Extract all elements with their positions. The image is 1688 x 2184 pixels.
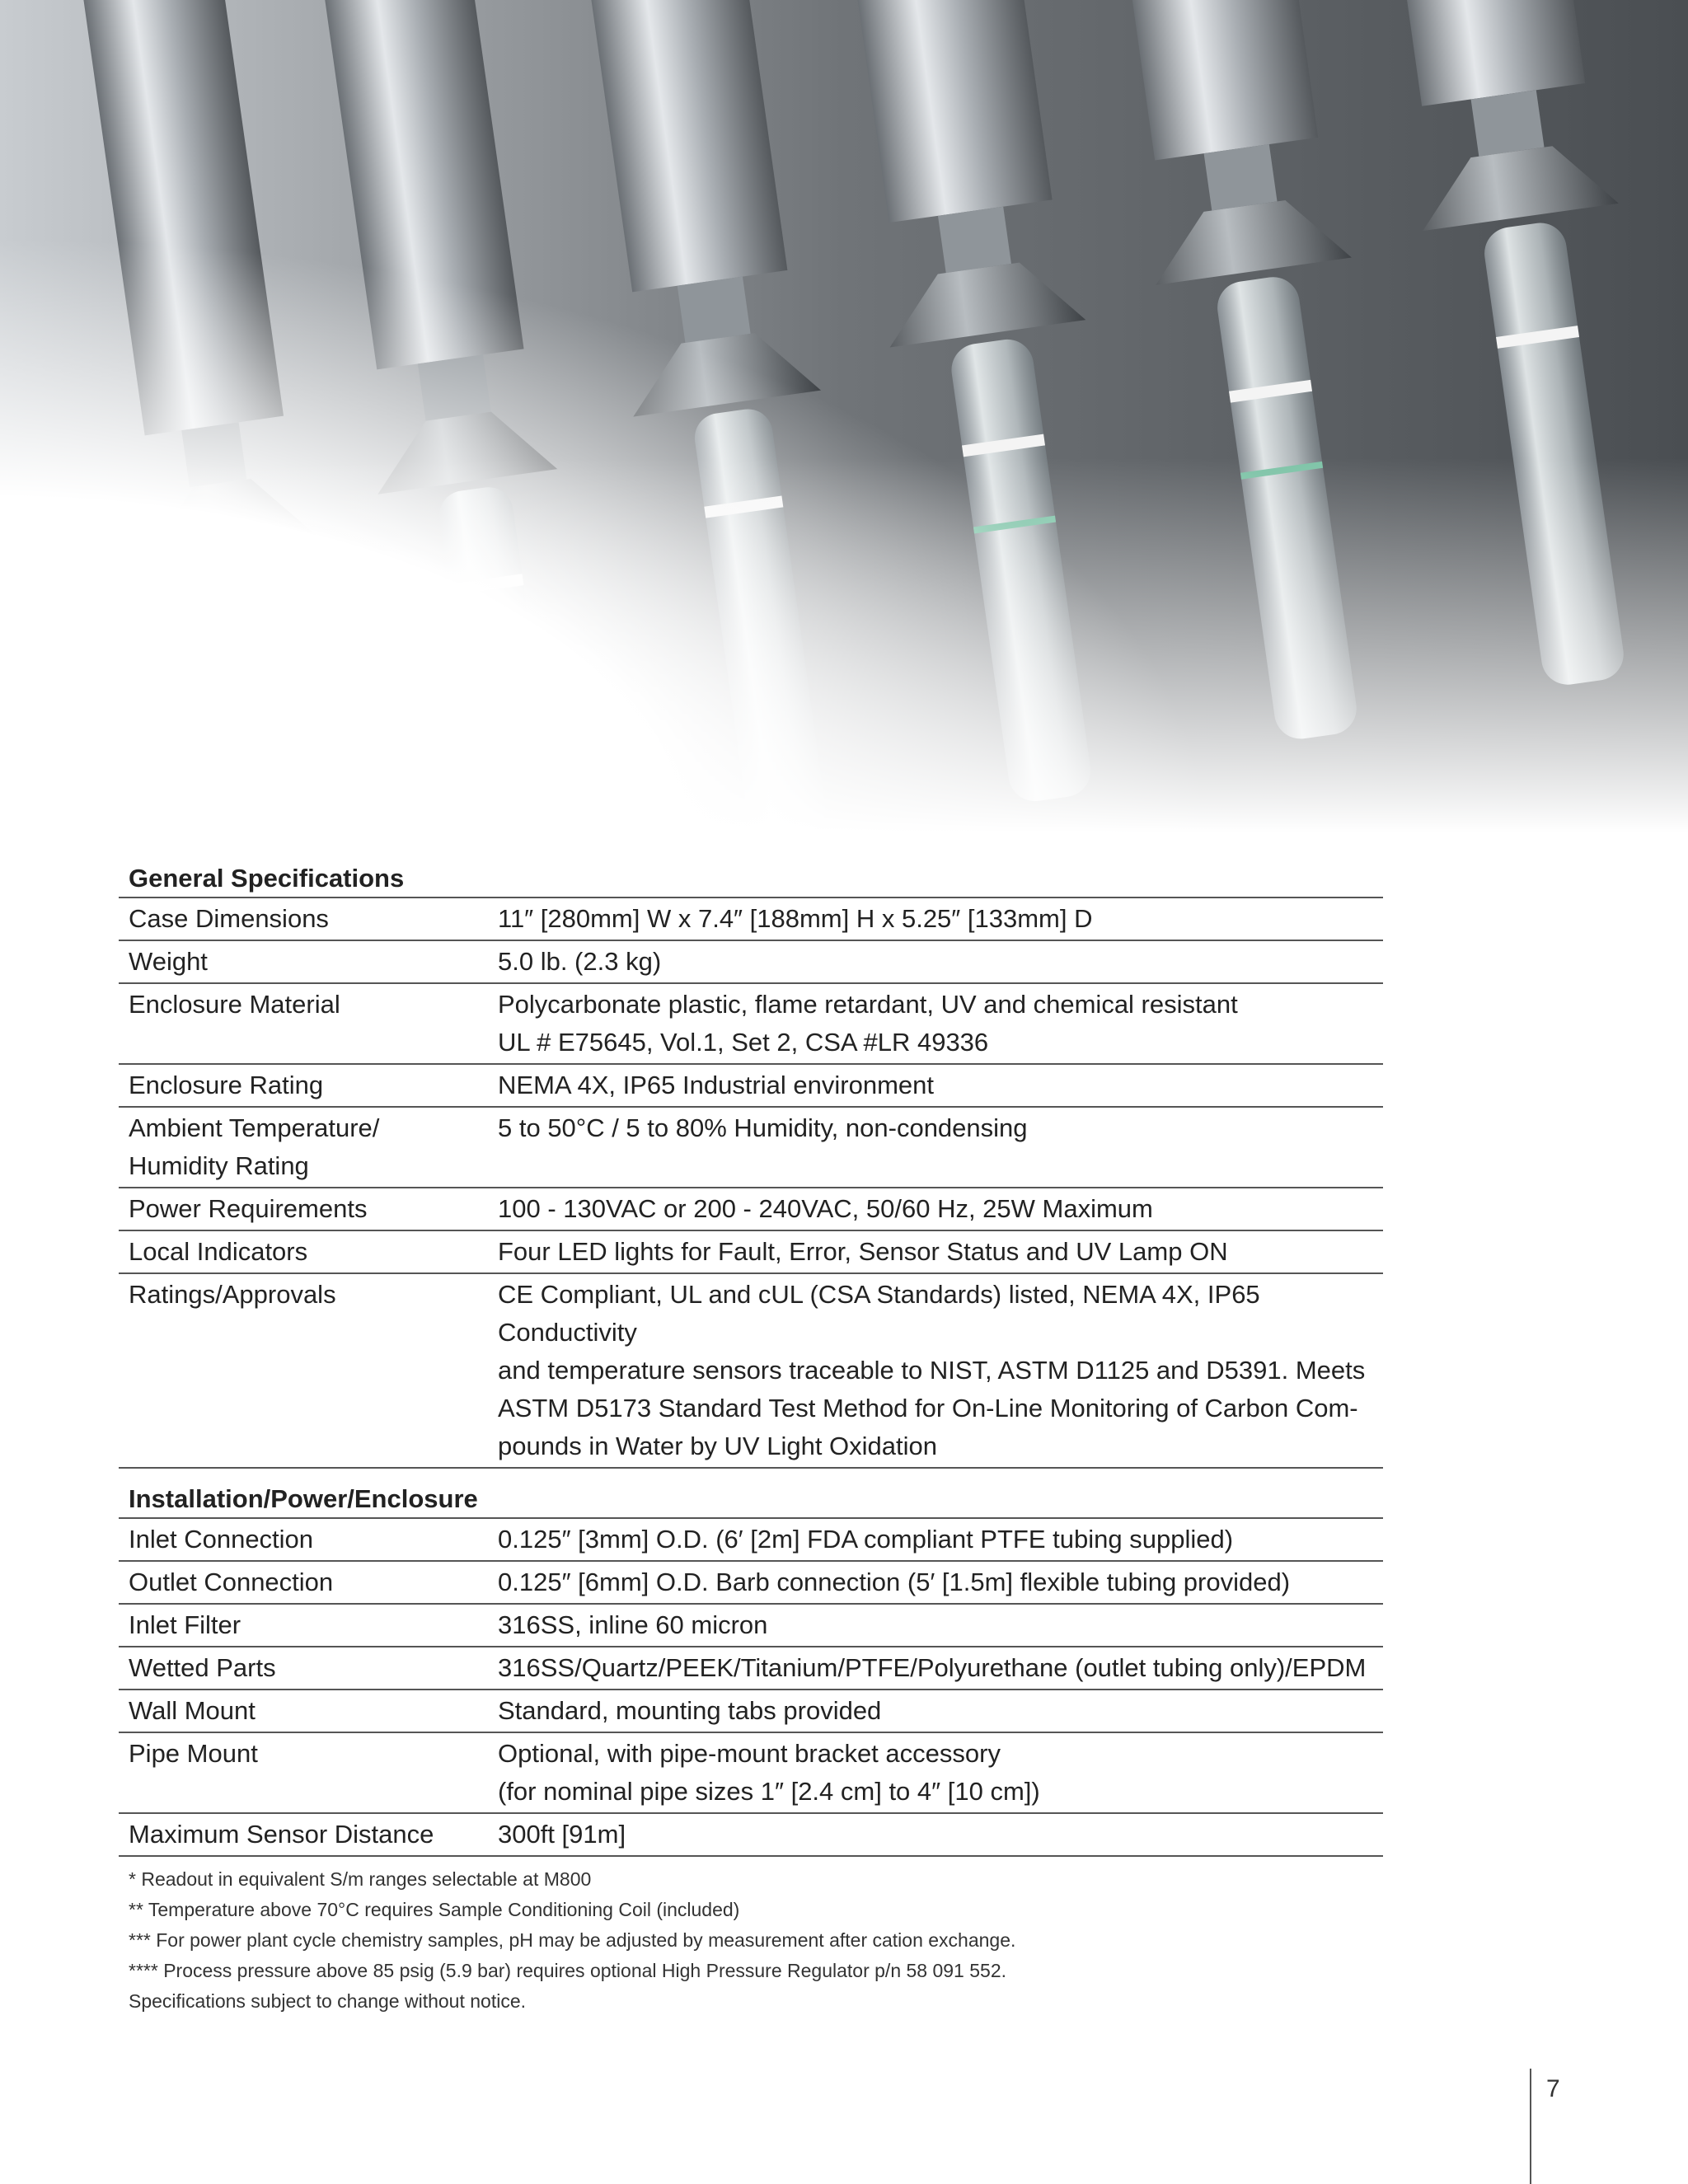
general-specifications-table bbox=[119, 860, 1383, 1469]
spec-label-line: Ratings/Approvals bbox=[129, 1280, 336, 1309]
spec-row bbox=[119, 941, 1383, 984]
installation-table bbox=[119, 1481, 1383, 1857]
filling-machine-illustration bbox=[0, 0, 1688, 832]
spec-value bbox=[498, 1233, 1383, 1271]
hero-photo bbox=[0, 0, 1688, 832]
spec-label-line: Local Indicators bbox=[129, 1237, 308, 1266]
spec-value-line: pounds in Water by UV Light Oxidation bbox=[498, 1432, 938, 1460]
spec-value-line: 0.125″ [3mm] O.D. (6′ [2m] FDA compliant PTFE tubing supplied) bbox=[498, 1525, 1234, 1554]
spec-label-line: Power Requirements bbox=[129, 1194, 368, 1223]
spec-row bbox=[119, 1231, 1383, 1274]
spec-label bbox=[119, 986, 498, 1062]
spec-row bbox=[119, 1065, 1383, 1108]
spec-row bbox=[119, 1188, 1383, 1231]
footnotes bbox=[129, 1864, 1365, 2017]
spec-row bbox=[119, 1605, 1383, 1647]
spec-value bbox=[498, 986, 1383, 1062]
spec-value bbox=[498, 1606, 1383, 1644]
spec-label bbox=[119, 1521, 498, 1558]
footnote: ** Temperature above 70°C requires Sample Conditioning Coil (included) bbox=[129, 1899, 740, 1920]
footnote: Specifications subject to change without notice. bbox=[129, 1990, 527, 2012]
spec-label-line: Enclosure Rating bbox=[129, 1071, 324, 1099]
spec-value-line: NEMA 4X, IP65 Industrial environment bbox=[498, 1071, 934, 1099]
spec-value bbox=[498, 900, 1383, 938]
spec-value-line: UL # E75645, Vol.1, Set 2, CSA #LR 49336 bbox=[498, 1028, 989, 1057]
spec-label-line: Inlet Filter bbox=[129, 1610, 241, 1639]
spec-row bbox=[119, 898, 1383, 941]
spec-value bbox=[498, 1816, 1383, 1854]
spec-value bbox=[498, 1521, 1383, 1558]
spec-value-line: 5 to 50°C / 5 to 80% Humidity, non-condensing bbox=[498, 1113, 1028, 1142]
spec-label bbox=[119, 1190, 498, 1228]
spec-row bbox=[119, 1108, 1383, 1188]
spec-label bbox=[119, 900, 498, 938]
spec-value-line: Polycarbonate plastic, flame retardant, UV and chemical resistant bbox=[498, 990, 1238, 1019]
spec-label bbox=[119, 943, 498, 981]
spec-label bbox=[119, 1276, 498, 1465]
footnote: * Readout in equivalent S/m ranges selectable at M800 bbox=[129, 1868, 592, 1890]
spec-label bbox=[119, 1563, 498, 1601]
spec-value bbox=[498, 943, 1383, 981]
section-title: Installation/Power/Enclosure bbox=[119, 1481, 1383, 1519]
page-number: 7 bbox=[1546, 2075, 1560, 2102]
spec-row bbox=[119, 1690, 1383, 1733]
spec-value-line: ASTM D5173 Standard Test Method for On-Line Monitoring of Carbon Com- bbox=[498, 1394, 1358, 1422]
spec-value bbox=[498, 1109, 1383, 1185]
spec-value-line: CE Compliant, UL and cUL (CSA Standards) listed, NEMA 4X, IP65 Conductivity bbox=[498, 1280, 1260, 1347]
spec-value-line: 316SS/Quartz/PEEK/Titanium/PTFE/Polyurethane (outlet tubing only)/EPDM bbox=[498, 1653, 1367, 1682]
spec-value-line: (for nominal pipe sizes 1″ [2.4 cm] to 4″ [10 cm]) bbox=[498, 1777, 1040, 1806]
spec-row bbox=[119, 984, 1383, 1065]
spec-value-line: Standard, mounting tabs provided bbox=[498, 1696, 882, 1725]
spec-label bbox=[119, 1606, 498, 1644]
spec-value-line: 5.0 lb. (2.3 kg) bbox=[498, 947, 662, 976]
spec-value-line: 0.125″ [6mm] O.D. Barb connection (5′ [1.5m] flexible tubing provided) bbox=[498, 1568, 1291, 1596]
spec-value-line: Four LED lights for Fault, Error, Sensor Status and UV Lamp ON bbox=[498, 1237, 1228, 1266]
spec-value bbox=[498, 1692, 1383, 1730]
footnote: *** For power plant cycle chemistry samples, pH may be adjusted by measurement after cation exchange. bbox=[129, 1929, 1016, 1951]
spec-label bbox=[119, 1066, 498, 1104]
spec-label bbox=[119, 1109, 498, 1185]
spec-value bbox=[498, 1190, 1383, 1228]
spec-label bbox=[119, 1233, 498, 1271]
spec-label-line: Humidity Rating bbox=[129, 1151, 309, 1180]
spec-value bbox=[498, 1563, 1383, 1601]
spec-value-line: 300ft [91m] bbox=[498, 1820, 626, 1849]
spec-row bbox=[119, 1562, 1383, 1605]
spec-label-line: Inlet Connection bbox=[129, 1525, 314, 1554]
spec-value-line: and temperature sensors traceable to NIST, ASTM D1125 and D5391. Meets bbox=[498, 1356, 1366, 1385]
spec-value-line: 11″ [280mm] W x 7.4″ [188mm] H x 5.25″ [133mm] D bbox=[498, 904, 1093, 933]
spec-label bbox=[119, 1816, 498, 1854]
spec-value bbox=[498, 1649, 1383, 1687]
spec-row bbox=[119, 1647, 1383, 1690]
spec-label-line: Ambient Temperature/ bbox=[129, 1113, 380, 1142]
spec-label-line: Pipe Mount bbox=[129, 1739, 258, 1768]
spec-value bbox=[498, 1066, 1383, 1104]
spec-label-line: Maximum Sensor Distance bbox=[129, 1820, 434, 1849]
spec-label-line: Weight bbox=[129, 947, 208, 976]
spec-label-line: Wall Mount bbox=[129, 1696, 256, 1725]
spec-value-line: 316SS, inline 60 micron bbox=[498, 1610, 768, 1639]
spec-label bbox=[119, 1735, 498, 1811]
spec-row bbox=[119, 1733, 1383, 1814]
spec-row bbox=[119, 1814, 1383, 1857]
spec-row bbox=[119, 1519, 1383, 1562]
spec-label-line: Outlet Connection bbox=[129, 1568, 334, 1596]
spec-label-line: Enclosure Material bbox=[129, 990, 340, 1019]
spec-value bbox=[498, 1735, 1383, 1811]
spec-value bbox=[498, 1276, 1383, 1465]
page-number-divider bbox=[1530, 2069, 1531, 2184]
spec-label-line: Wetted Parts bbox=[129, 1653, 276, 1682]
footnote: **** Process pressure above 85 psig (5.9 bar) requires optional High Pressure Regulator p/n 58 091 552. bbox=[129, 1960, 1007, 1981]
spec-label-line: Case Dimensions bbox=[129, 904, 329, 933]
spec-label bbox=[119, 1692, 498, 1730]
spec-value-line: 100 - 130VAC or 200 - 240VAC, 50/60 Hz, 25W Maximum bbox=[498, 1194, 1153, 1223]
spec-row bbox=[119, 1274, 1383, 1469]
spec-label bbox=[119, 1649, 498, 1687]
spec-value-line: Optional, with pipe-mount bracket accessory bbox=[498, 1739, 1001, 1768]
section-title: General Specifications bbox=[119, 860, 1383, 898]
